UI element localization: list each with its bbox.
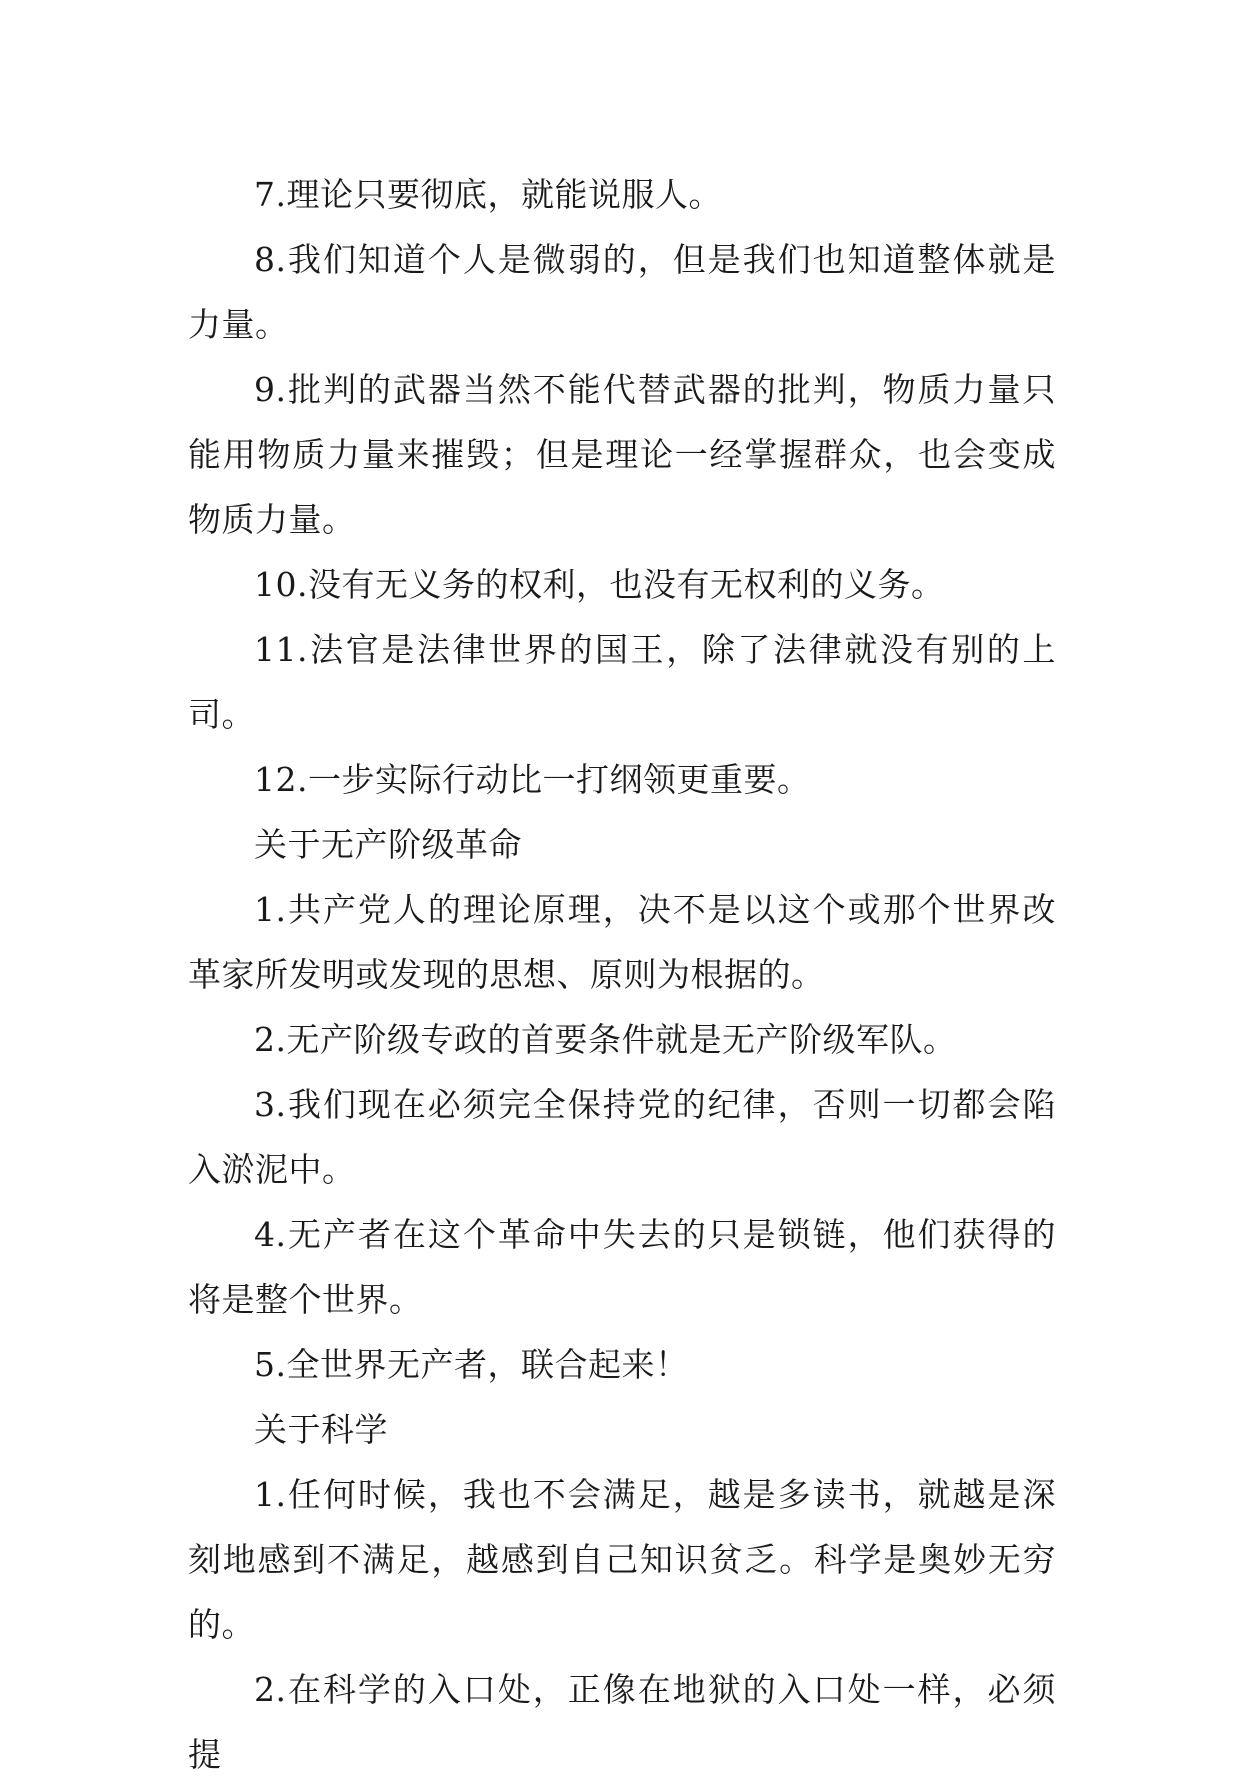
section-heading-science: 关于科学 [254,1410,388,1449]
paragraph-quote-7: 7.理论只要彻底，就能说服人。 [254,175,722,214]
paragraph-quote-8: 8.我们知道个人是微弱的，但是我们也知道整体就是力量。 [188,240,1056,344]
paragraph-science-2: 2.在科学的入口处，正像在地狱的入口处一样，必须提 [188,1670,1056,1774]
paragraph-science-1: 1.任何时候，我也不会满足，越是多读书，就越是深刻地感到不满足，越感到自己知识贫乏。科学是奥妙无穷的。 [188,1475,1056,1644]
paragraph-quote-10: 10.没有无义务的权利，也没有无权利的义务。 [254,565,945,604]
paragraph-revolution-5: 5.全世界无产者，联合起来！ [254,1345,689,1384]
paragraph-revolution-3: 3.我们现在必须完全保持党的纪律，否则一切都会陷入淤泥中。 [188,1085,1056,1189]
paragraph-revolution-2: 2.无产阶级专政的首要条件就是无产阶级军队。 [254,1020,957,1059]
paragraph-revolution-1: 1.共产党人的理论原理，决不是以这个或那个世界改革家所发明或发现的思想、原则为根据的。 [188,890,1056,994]
paragraph-revolution-4: 4.无产者在这个革命中失去的只是锁链，他们获得的将是整个世界。 [188,1215,1056,1319]
document-page [188,162,1056,1787]
paragraph-quote-12: 12.一步实际行动比一打纲领更重要。 [254,760,811,799]
paragraph-quote-11: 11.法官是法律世界的国王，除了法律就没有别的上司。 [188,630,1056,734]
paragraph-quote-9: 9.批判的武器当然不能代替武器的批判，物质力量只能用物质力量来摧毁；但是理论一经掌握群众，也会变成物质力量。 [188,370,1056,539]
section-heading-proletarian-revolution: 关于无产阶级革命 [254,825,522,864]
